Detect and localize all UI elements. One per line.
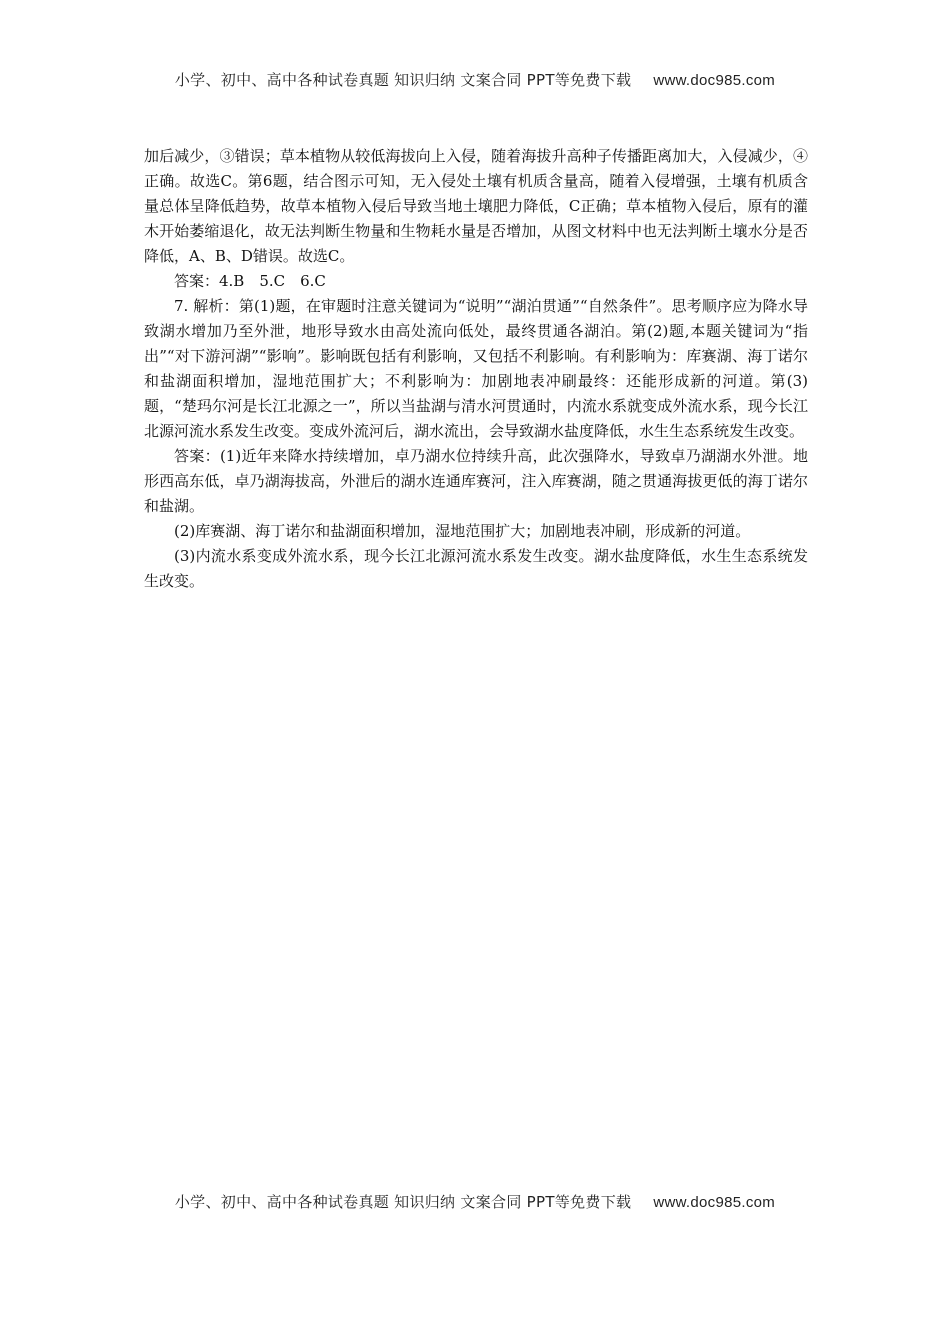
header-text: 小学、初中、高中各种试卷真题 知识归纳 文案合同 PPT等免费下载 bbox=[174, 71, 632, 89]
header-url[interactable]: www.doc985.com bbox=[653, 72, 776, 89]
page-header bbox=[0, 69, 950, 90]
paragraph-analysis-continued: 加后减少，③错误；草本植物从较低海拔向上入侵，随着海拔升高种子传播距离加大，入侵减少，④正确。故选C。第6题，结合图示可知，无入侵处土壤有机质含量高，随着入侵增强，土壤有机质含量总体呈降低趋势，故草本植物入侵后导致当地土壤肥力降低，C正确；草本植物入侵后，原有的灌木开始萎缩退化，故无法判断生物量和生物耗水量是否增加，从图文材料中也无法判断土壤水分是否降低，A、B、D错误。故选C。 bbox=[144, 147, 808, 265]
paragraph-answer-7-1: 答案：(1)近年来降水持续增加，卓乃湖水位持续升高，此次强降水，导致卓乃湖湖水外泄。地形西高东低，卓乃湖海拔高，外泄后的湖水连通库赛河，注入库赛湖，随之贯通海拔更低的海丁诺尔和盐湖。 bbox=[144, 447, 808, 515]
paragraph-question-7-analysis: 7. 解析：第(1)题，在审题时注意关键词为“说明”“湖泊贯通”“自然条件”。思考顺序应为降水导致湖水增加乃至外泄，地形导致水由高处流向低处，最终贯通各湖泊。第(2)题,本题关键词为“指出”“对下游河湖”“影响”。影响既包括有利影响，又包括不利影响。有利影响为：库赛湖、海丁诺尔和盐湖面积增加，湿地范围扩大；不利影响为：加剧地表冲刷最终：还能形成新的河道。第(3)题，“楚玛尔河是长江北源之一”，所以当盐湖与清水河贯通时，内流水系就变成外流水系，现今长江北源河流水系发生改变。变成外流河后，湖水流出，会导致湖水盐度降低，水生生态系统发生改变。 bbox=[144, 297, 808, 440]
paragraph-answer-4-6: 答案：4.B 5.C 6.C bbox=[174, 272, 326, 290]
paragraph-answer-7-3: (3)内流水系变成外流水系，现今长江北源河流水系发生改变。湖水盐度降低，水生生态系统发生改变。 bbox=[144, 547, 808, 590]
document-body bbox=[144, 144, 808, 594]
footer-url[interactable]: www.doc985.com bbox=[653, 1194, 776, 1211]
page-footer bbox=[0, 1191, 950, 1212]
footer-text: 小学、初中、高中各种试卷真题 知识归纳 文案合同 PPT等免费下载 bbox=[174, 1193, 632, 1211]
paragraph-answer-7-2: (2)库赛湖、海丁诺尔和盐湖面积增加，湿地范围扩大；加剧地表冲刷，形成新的河道。 bbox=[174, 522, 751, 540]
